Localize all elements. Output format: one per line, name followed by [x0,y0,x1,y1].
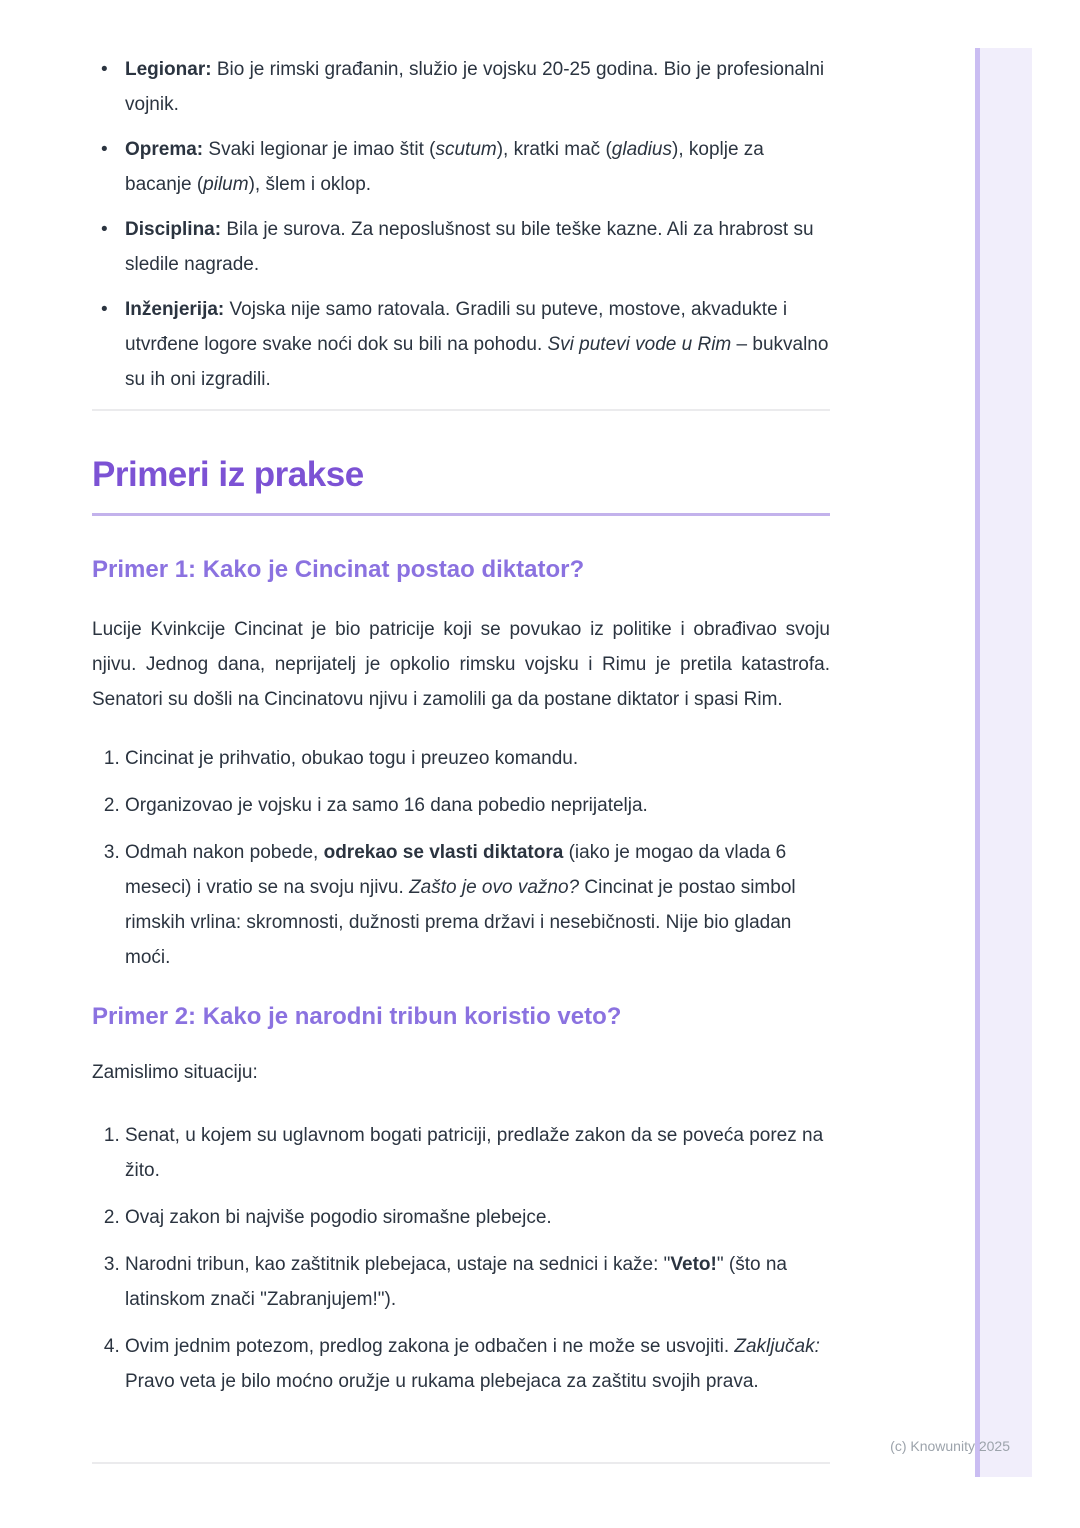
list-item [125,788,830,823]
text-segment: Svi putevi vode u Rim [547,334,732,355]
list-item [92,132,830,202]
lead-paragraph-primer-2: Zamislimo situaciju: [92,1062,258,1083]
text-segment: Inženjerija: [125,299,230,320]
bottom-divider [92,1462,830,1464]
list-item [125,741,830,776]
text-segment: Bila je surova. Za neposlušnost su bile teške kazne. Ali za hrabrost su sledile nagrade. [125,219,814,275]
list-item [92,52,830,122]
numbered-list-primer-1 [92,741,830,975]
list-item [92,292,830,397]
text-segment: scutum [435,139,497,160]
text-segment: ), koplje za bacanje ( [125,139,764,195]
text-segment: Disciplina: [125,219,227,240]
text-segment: – bukvalno su ih oni izgradili. [125,334,829,390]
list-item [125,835,830,975]
subsection-title-primer-2: Primer 2: Kako je narodni tribun koristio veto? [92,1003,622,1030]
text-segment: Zašto je ovo važno? [409,877,580,898]
text-segment: Ovim jednim potezom, predlog zakona je odbačen i ne može se usvojiti. [125,1336,735,1357]
text-segment: Oprema: [125,139,209,160]
text-segment: Narodni tribun, kao zaštitnik plebejaca, ustaje na sednici i kaže: " [125,1254,671,1275]
text-segment: Cincinat je prihvatio, obukao togu i preuzeo komandu. [125,748,579,769]
numbered-list-primer-2 [92,1118,830,1399]
text-segment: Cincinat je postao simbol rimskih vrlina: skromnosti, dužnosti prema državi i nesebičnosti. Nije bio gladan moći. [125,877,796,968]
list-item [125,1247,830,1317]
text-segment: ), kratki mač ( [496,139,612,160]
list-item [125,1118,830,1188]
text-segment: Legionar: [125,59,217,80]
text-segment: Zaključak: [734,1336,820,1357]
watermark: (c) Knowunity 2025 [890,1438,1010,1454]
text-segment: Senat, u kojem su uglavnom bogati patriciji, predlaže zakon da se poveća porez na žito. [125,1125,824,1181]
text-segment: " (što na latinskom znači "Zabranjujem!"). [125,1254,787,1310]
list-item [125,1200,830,1235]
bullet-list-roman-army [92,52,830,397]
document-content [92,0,830,1399]
text-segment: Organizovao je vojsku i za samo 16 dana pobedio neprijatelja. [125,795,648,816]
text-segment: Odmah nakon pobede, [125,842,324,863]
text-segment: Vojska nije samo ratovala. Gradili su puteve, mostove, akvadukte i utvrđene logore svake noći dok su bili na pohodu. [125,299,788,355]
text-segment: pilum [203,174,249,195]
list-item [125,1329,830,1399]
text-segment: Pravo veta je bilo moćno oružje u rukama plebejaca za zaštitu svojih prava. [125,1371,759,1392]
subsection-title-primer-1: Primer 1: Kako je Cincinat postao diktator? [92,556,585,583]
title-underline [92,513,830,516]
text-segment: Ovaj zakon bi najviše pogodio siromašne plebejce. [125,1207,552,1228]
text-segment: odrekao se vlasti diktatora [323,842,564,863]
text-segment: (iako je mogao da vlada 6 meseci) i vratio se na svoju njivu. [125,842,787,898]
page-title: Primeri iz prakse [92,455,364,494]
list-item [92,212,830,282]
text-segment: Svaki legionar je imao štit ( [208,139,436,160]
text-segment: Veto! [670,1254,717,1275]
side-stripe-decoration [975,48,1032,1477]
intro-paragraph-primer-1: Lucije Kvinkcije Cincinat je bio patricije koji se povukao iz politike i obrađivao svoju njivu. Jednog dana, neprijatelj je opkolio rimsku vojsku i Rimu je pretila katastrofa. Senatori su došli na Cincinatovu njivu i zamolili ga da postane diktator i spasi Rim. [92,619,830,710]
text-segment: gladius [611,139,672,160]
text-segment: ), šlem i oklop. [248,174,372,195]
text-segment: Bio je rimski građanin, služio je vojsku 20-25 godina. Bio je profesionalni vojnik. [125,59,825,115]
section-divider [92,409,830,411]
